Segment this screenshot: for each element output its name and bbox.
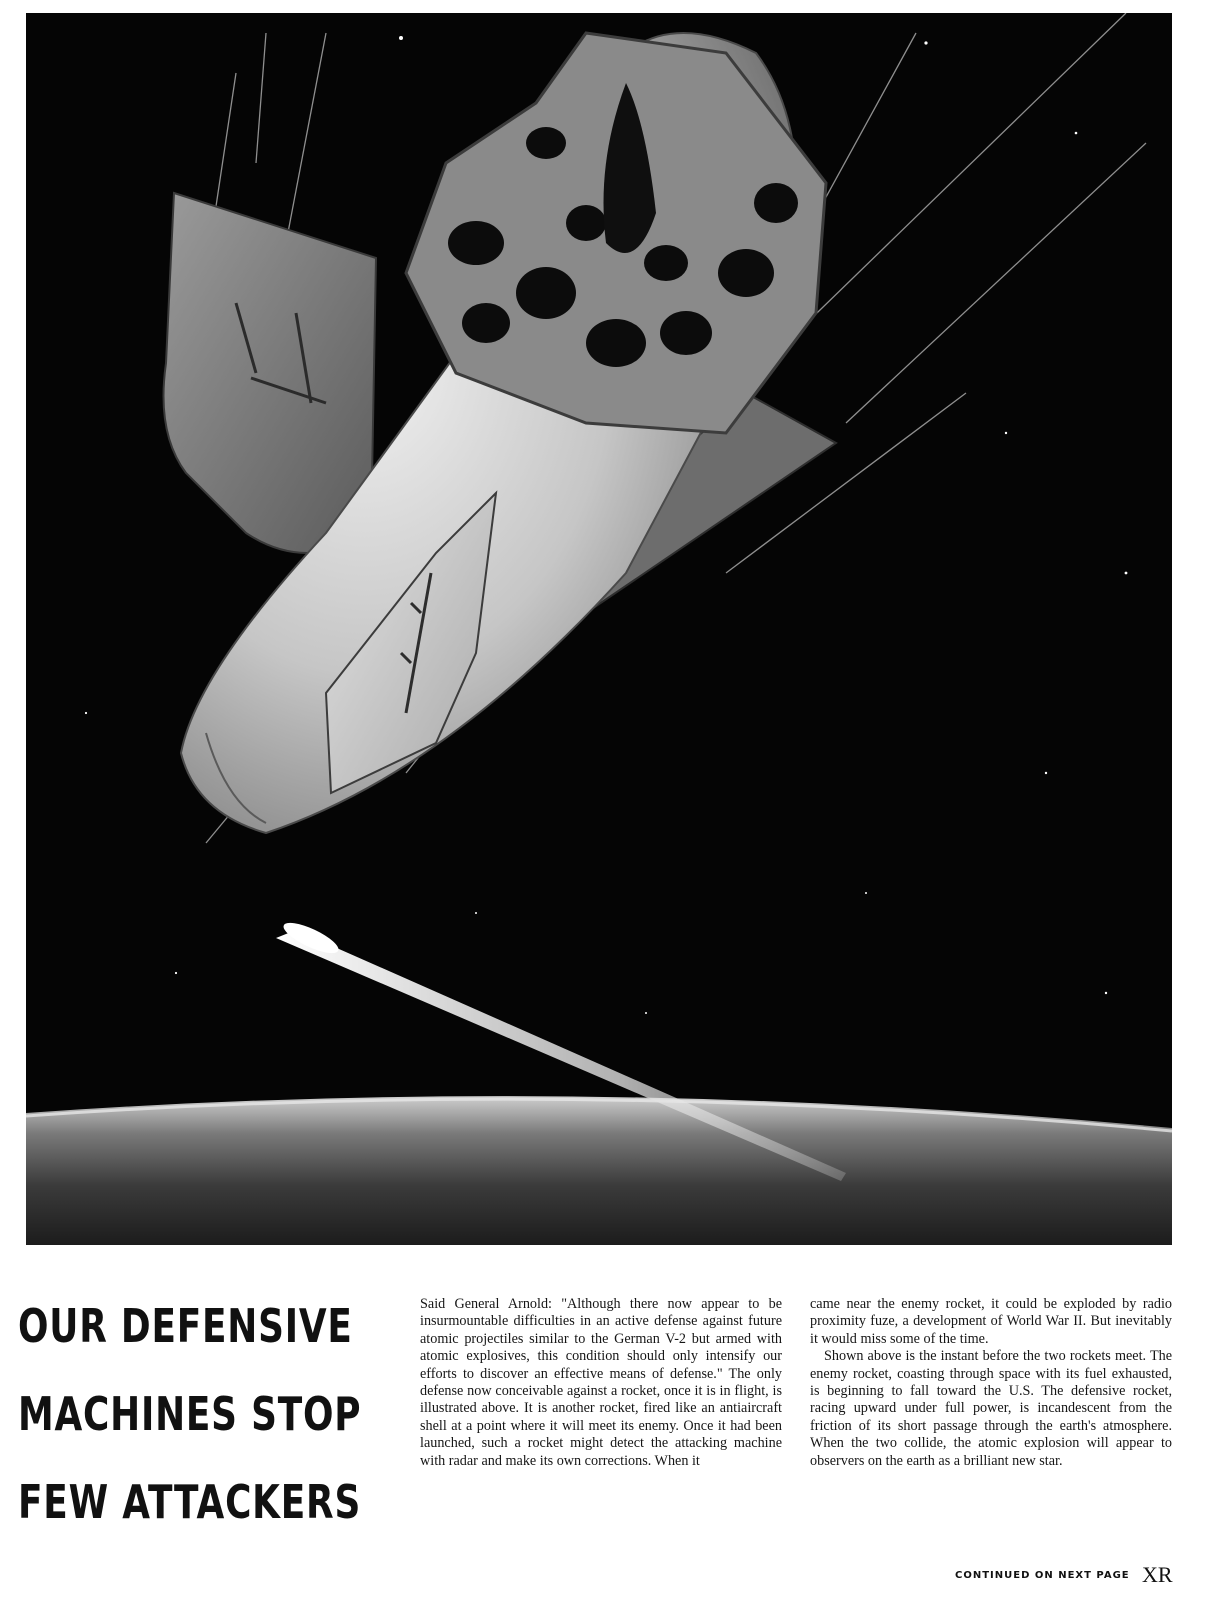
headline [18, 1282, 362, 1546]
rocket-illustration [26, 13, 1172, 1245]
headline-line-2: MACHINES STOP [18, 1387, 362, 1441]
body-column-2 [810, 1296, 1172, 1470]
column-1-paragraph: Said General Arnold: "Although there now appear to be insurmountable difficulties in an active defense against future atomic projectiles similar to the German V-2 but armed with atomic explosives, this condition should only intensify our efforts to discover an effective means of defense." The only defense now conceivable against a rocket, once it is in flight, is illustrated above. It is another rocket, fired like an antiaircraft shell at a point where it will meet its enemy. Once it had been launched, such a rocket might detect the attacking machine with radar and make its own corrections. When it [420, 1296, 782, 1469]
continued-on-next-page: CONTINUED ON NEXT PAGE [955, 1570, 1130, 1581]
column-2-paragraph-2: Shown above is the instant before the two rockets meet. The enemy rocket, coasting through space with its fuel exhausted, is beginning to fall toward the U.S. The defensive rocket, racing upward under full power, is incandescent from the friction of its short passage through the earth's atmosphere. When the two collide, the atomic explosion will appear to observers on the earth as a brilliant new star. [810, 1348, 1172, 1469]
headline-line-3: FEW ATTACKERS [18, 1475, 362, 1529]
earth-horizon [26, 1096, 1172, 1245]
illustration-canvas [26, 13, 1172, 1245]
column-2-paragraph-1: came near the enemy rocket, it could be exploded by radio proximity fuze, a development of World War II. But inevitably it would miss some of the time. [810, 1296, 1172, 1347]
page-code: XR [1142, 1562, 1173, 1587]
headline-line-1: OUR DEFENSIVE [18, 1299, 353, 1353]
body-column-1 [420, 1296, 782, 1470]
